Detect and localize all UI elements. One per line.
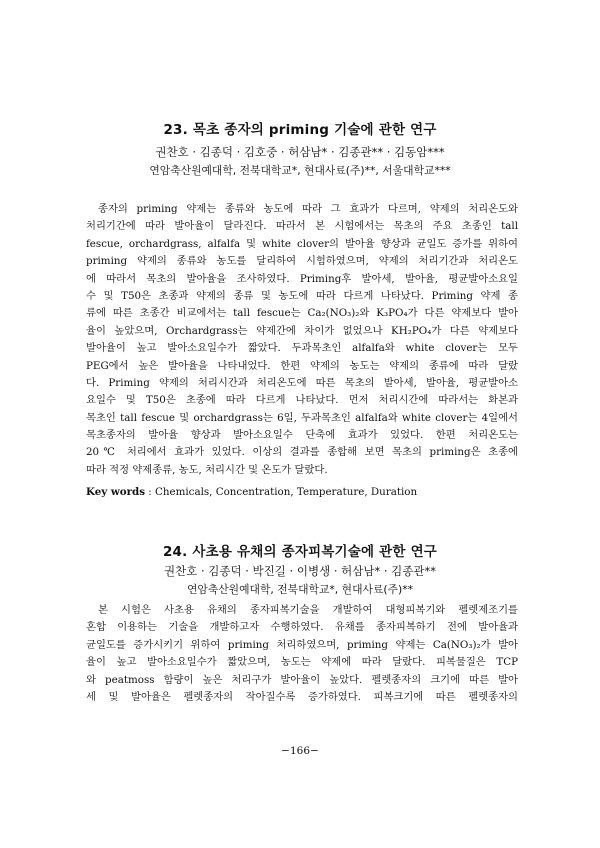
abstract-23-authors: 권찬호 · 김종덕 · 김호중 · 허삼남* · 김종관** · 김동암*** <box>155 145 445 159</box>
page-number: −166− <box>281 745 319 757</box>
keywords-label: Key words <box>86 486 145 498</box>
abstract-24-line: 혼합 이용하는 기술을 개발하고자 수행하였다. 유채를 종자피복하기 전에 발아율과 <box>86 621 518 634</box>
abstract-23-line: 수 및 T50은 초종과 약제의 종류 및 농도에 따라 다르게 나타났다. Priming 약제 종 <box>86 289 518 302</box>
abstract-23-affiliations: 연암축산원예대학, 전북대학교*, 현대사료(주)**, 서울대학교*** <box>149 164 451 177</box>
abstract-23-line: 처리기간에 따라 발아율이 달라진다. 따라서 본 시험에서는 목초의 주요 초종인 tall <box>86 220 518 233</box>
abstract-24-line: 균일도를 증가시키기 위하여 priming 처리하였으며, priming 약제는 Ca(NO₃)₂가 발아 <box>86 638 518 651</box>
abstract-23-line: fescue, orchardgrass, alfalfa 및 white clover의 발아율 향상과 균일도 증가를 위하여 <box>86 237 518 250</box>
abstract-23-line: 류에 따른 초종간 비교에서는 tall fescue는 Ca₂(NO₃)₂와 K₃PO₄가 다른 약제보다 발아 <box>86 307 518 320</box>
keywords-list: : Chemicals, Concentration, Temperature, Duration <box>148 486 418 498</box>
abstract-23-line: 요일수 및 T50은 초종에 따라 다르게 나타났다. 먼저 처리시간에 따라서는 화본과 <box>86 394 518 407</box>
abstract-23-line: 율이 높았으며, Orchardgrass는 약제간에 차이가 없었으나 KH₂PO₄가 다른 약제보다 <box>86 324 518 337</box>
abstract-23-line: 다. Priming 약제의 처리시간과 처리온도에 따른 목초의 발아세, 발아율, 평균발아소 <box>86 376 518 389</box>
abstract-23-line: 목초종자의 발아율 향상과 발아소요일수 단축에 효과가 있었다. 한편 처리온도는 <box>86 429 518 442</box>
abstract-23-keywords <box>86 486 518 498</box>
abstract-23-body <box>86 201 518 479</box>
abstract-23-line: 목초인 tall fescue 및 orchardgrass는 6일, 두과목초인 alfalfa와 white clover는 4일에서 <box>86 411 518 424</box>
abstract-23-line: 종자의 priming 약제는 종류와 농도에 따라 그 효과가 다르며, 약제의 처리온도와 <box>98 203 518 215</box>
abstract-24-line: 세 및 발아율은 펠렛종자의 작아질수록 증가하였다. 피복크기에 따른 펠렛종자의 <box>86 690 518 703</box>
abstract-23-line: 발아율이 높고 발아소요일수가 짧았다. 두과목초인 alfalfa와 white clover는 모두 <box>86 342 518 355</box>
abstract-23-title: 23. 목초 종자의 priming 기술에 관한 연구 <box>163 122 437 138</box>
abstract-23-line: PEG에서 높은 발아율을 나타내었다. 한편 약제의 농도는 약제의 종류에 따라 달랐 <box>86 359 518 372</box>
abstract-23-line: 따라 적정 약제종류, 농도, 처리시간 및 온도가 달랐다. <box>86 463 328 476</box>
abstract-24-affiliations: 연암축산원예대학, 전북대학교*, 현대사료(주)** <box>186 583 414 596</box>
abstract-23-line: priming 약제의 종류와 농도를 달리하여 시험하였으며, 약제의 처리기간과 처리온도 <box>86 255 518 268</box>
abstract-24-line: 율이 높고 발아소요일수가 짧았으며, 농도는 약제에 따라 달랐다. 피복물질은 TCP <box>86 656 518 669</box>
abstract-23-line: 에 따라서 목초의 발아율을 조사하였다. Priming후 발아세, 발아율, 평균발아소요일 <box>86 272 518 285</box>
abstract-24-body <box>86 602 518 706</box>
abstract-24-line: 와 peatmoss 함량이 높은 처리구가 발아율이 높았다. 펠렛종자의 크기에 따른 발아 <box>86 673 518 686</box>
abstract-24-title: 24. 사초용 유채의 종자피복기술에 관한 연구 <box>162 544 438 560</box>
abstract-24-authors: 권찬호 · 김종덕 · 박진길 · 이병생 · 허삼남* · 김종관** <box>163 564 437 578</box>
abstract-24-line: 본 시험은 사초용 유채의 종자피복기술을 개발하여 대형피복기와 펠렛제조기를 <box>98 604 518 616</box>
abstract-23-line: 20℃ 처리에서 효과가 있었다. 이상의 결과를 종합해 보면 목초의 priming은 초종에 <box>86 446 518 459</box>
